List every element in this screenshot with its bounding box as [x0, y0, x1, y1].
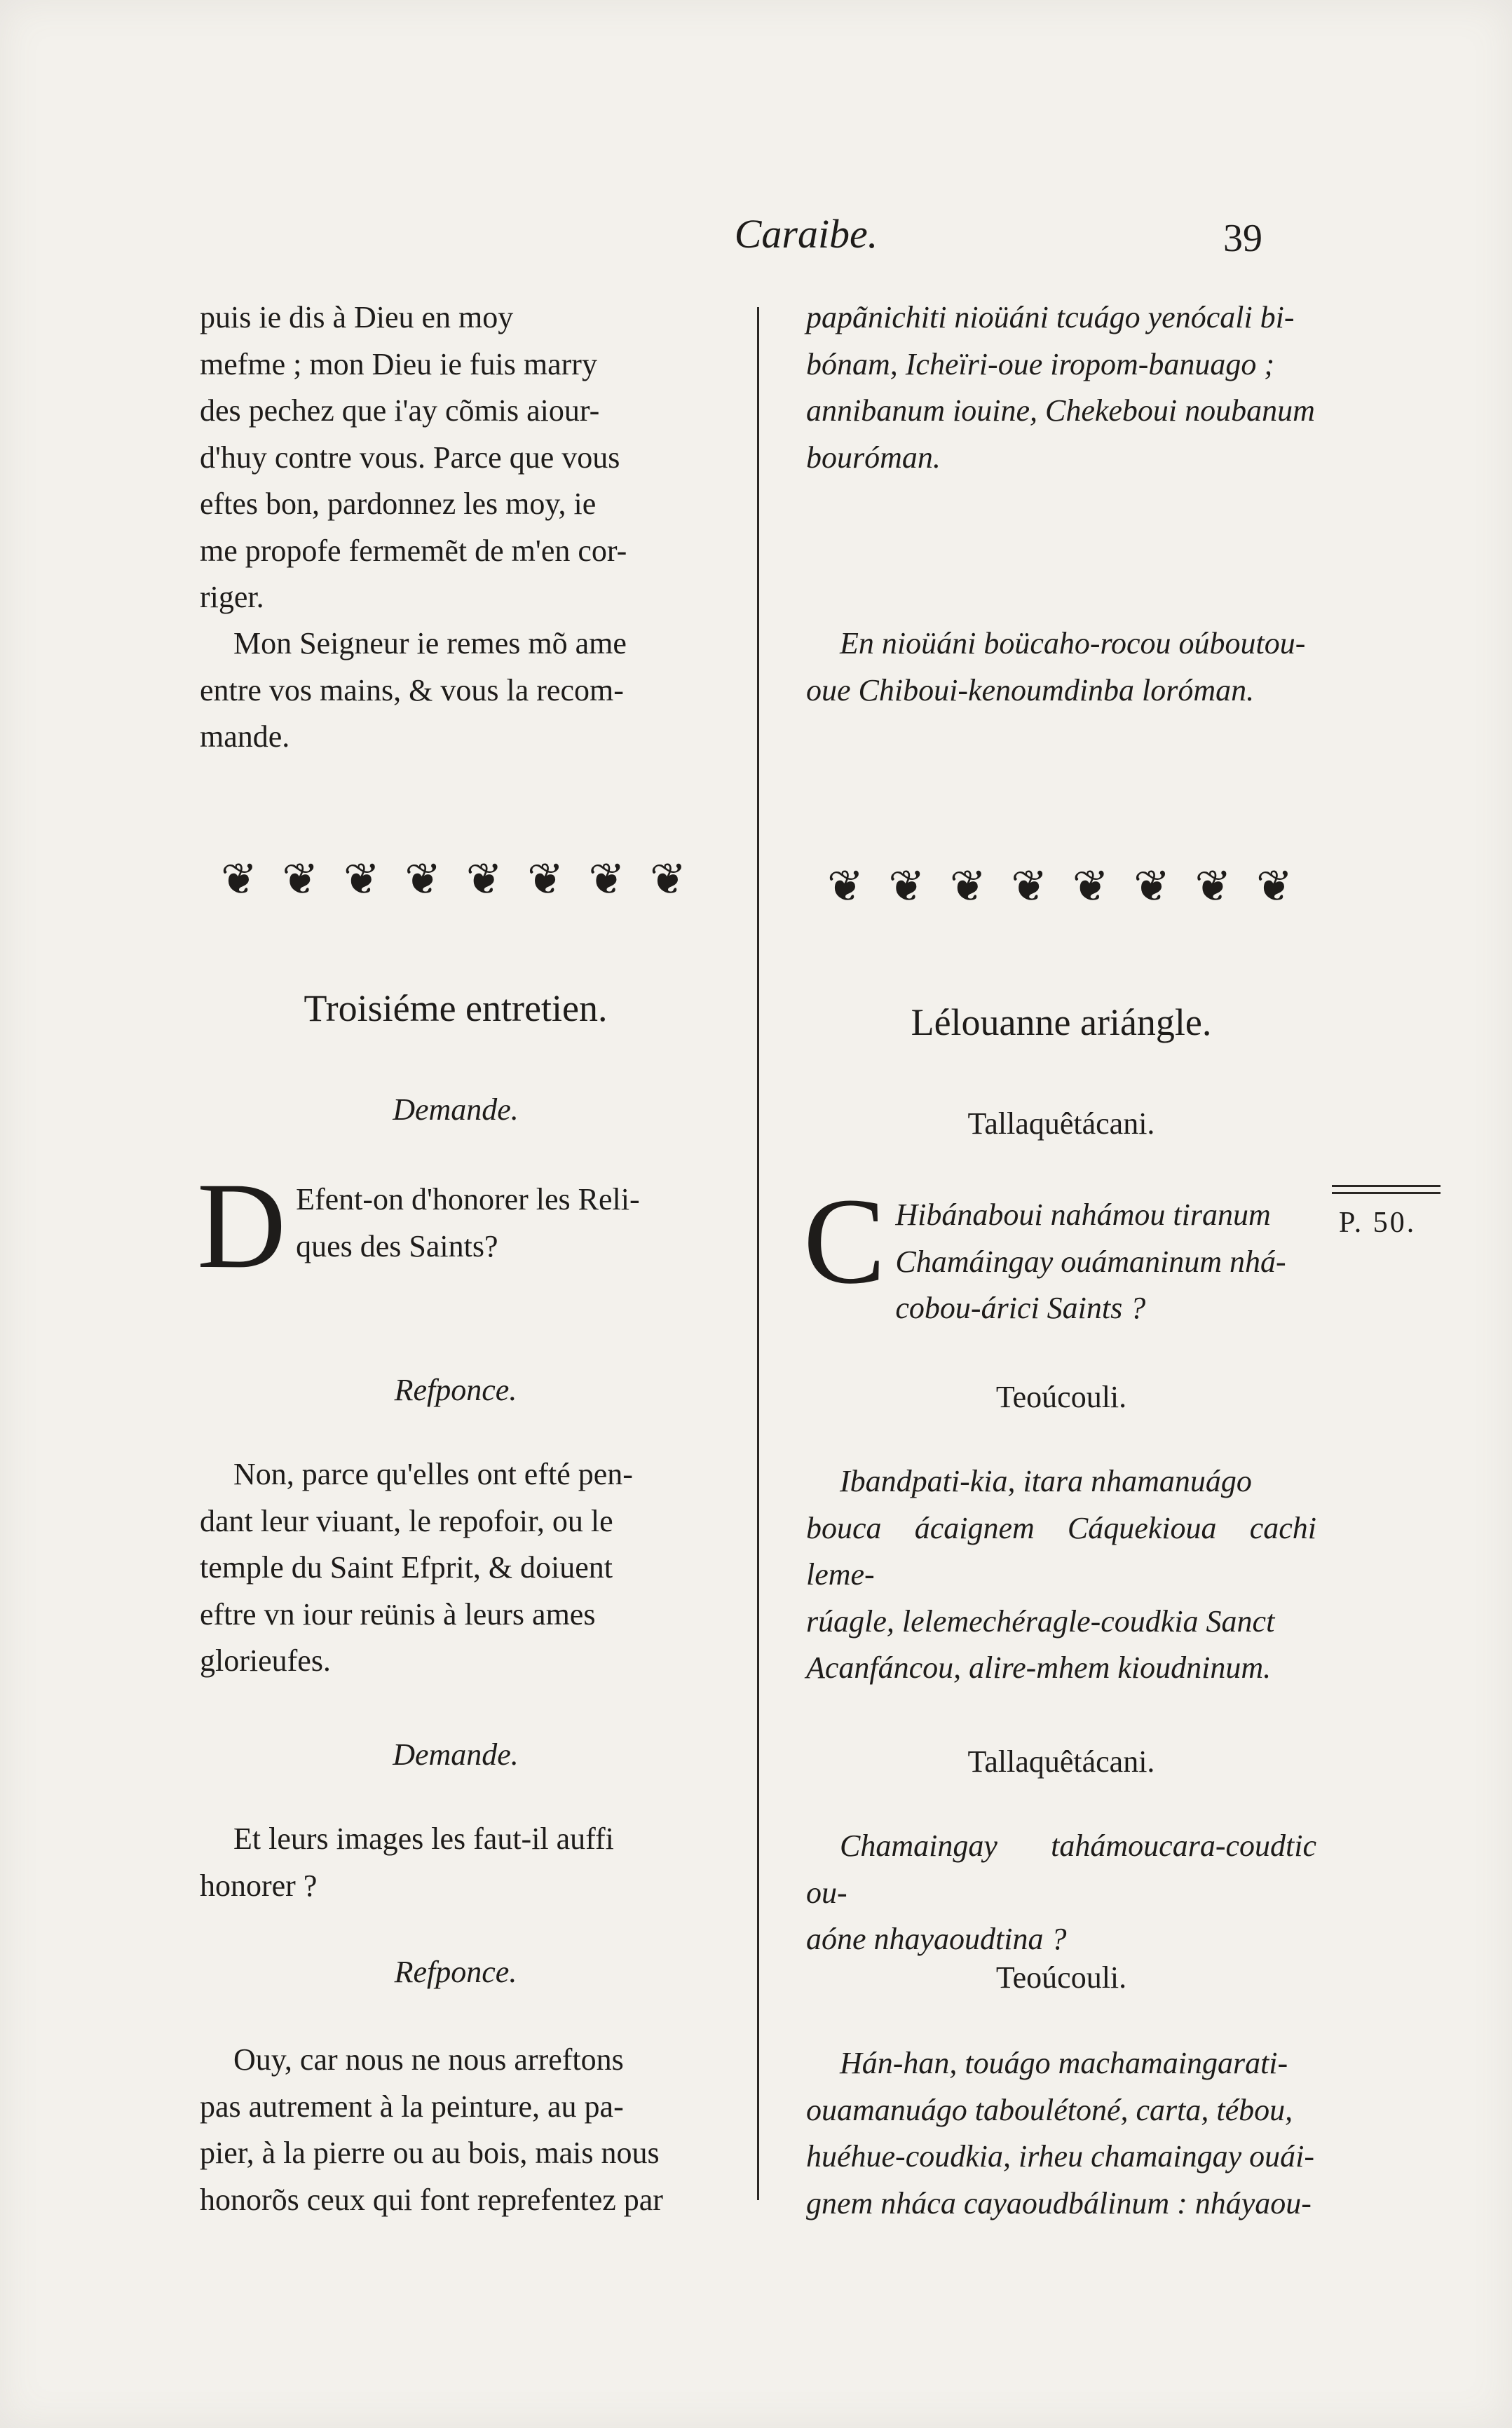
text-line: Acanfáncou, alire-mhem kioudninum.: [806, 1650, 1272, 1685]
text-line: mefme ; mon Dieu ie fuis marry: [200, 346, 597, 381]
response-label: Refponce.: [394, 1955, 517, 1989]
question-paragraph: [200, 1816, 711, 1909]
text-line: des pechez que i'ay cõmis aiour-: [200, 393, 600, 428]
fleuron-icon: ❦: [588, 855, 622, 904]
margin-rule: [1332, 1192, 1441, 1194]
text-line: Et leurs images les faut-il auffi: [233, 1822, 614, 1856]
text-line: eftre vn iour reünis à leurs ames: [200, 1596, 596, 1632]
text-line: entre vos mains, & vous la recom-: [200, 672, 624, 707]
text-line: pier, à la pierre ou au bois, mais nous: [200, 2136, 660, 2170]
text-line: bouca ácaignem Cáquekioua cachi leme-: [806, 1510, 1316, 1592]
response-paragraph: [200, 1451, 711, 1685]
margin-rule: [1332, 1185, 1441, 1187]
question-paragraph: [803, 1173, 1316, 1332]
text-line: eftes bon, pardonnez les moy, ie: [200, 487, 597, 521]
text-line: Efent-on d'honorer les Reli-: [296, 1182, 640, 1216]
question-label: Demande.: [393, 1092, 519, 1127]
text-line: pas autrement à la peinture, au pa-: [200, 2089, 624, 2124]
section-heading: Lélouanne ariángle.: [911, 1001, 1212, 1043]
text-line: Non, parce qu'elles ont efté pen-: [233, 1457, 633, 1491]
running-title: Caraibe.: [734, 211, 878, 257]
fleuron-icon: ❦: [1133, 862, 1168, 911]
fleuron-icon: ❦: [1194, 862, 1229, 911]
text-line: bouróman.: [806, 440, 941, 475]
text-line: ques des Saints?: [296, 1228, 498, 1263]
drop-cap: C: [803, 1173, 886, 1310]
text-line: huéhue-coudkia, irheu chamaingay ouái-: [806, 2139, 1315, 2173]
text-line: gnem nháca cayaoudbálinum : nháyaou-: [806, 2185, 1312, 2220]
right-opening-paragraph: [806, 294, 1316, 481]
question-paragraph: [806, 1823, 1316, 1963]
text-line: ouamanuágo taboulétoné, carta, tébou,: [806, 2092, 1293, 2127]
fleuron-icon: ❦: [343, 855, 377, 904]
fleuron-icon: ❦: [282, 855, 316, 904]
text-line: oue Chiboui-kenoumdinba loróman.: [806, 672, 1255, 707]
left-second-paragraph: [200, 620, 711, 761]
fleuron-icon: ❦: [888, 862, 922, 911]
text-line: Ouy, car nous ne nous arreftons: [233, 2042, 624, 2077]
text-line: me propofe fermemẽt de m'en cor-: [200, 533, 627, 568]
response-label: Teoúcouli.: [995, 1380, 1127, 1414]
text-line: En nioüáni boücaho-rocou oúboutou-: [840, 626, 1306, 660]
text-line: riger.: [200, 580, 264, 614]
text-line: annibanum iouine, Chekeboui noubanum: [806, 393, 1315, 428]
text-line: rúagle, lelemechéragle-coudkia Sanct: [806, 1603, 1275, 1639]
text-line: mande.: [200, 719, 290, 754]
text-line: Hibánaboui nahámou tiranum: [895, 1198, 1271, 1232]
text-line: bónam, Icheïri-oue iropom-banuago ;: [806, 346, 1275, 381]
fleuron-icon: ❦: [465, 855, 500, 904]
text-line: d'huy contre vous. Parce que vous: [200, 440, 620, 475]
fleuron-icon: ❦: [1255, 862, 1290, 911]
left-opening-paragraph: [200, 294, 711, 621]
fleuron-icon: ❦: [1011, 862, 1045, 911]
text-line: papãnichiti nioüáni tcuágo yenócali bi-: [806, 300, 1295, 334]
response-paragraph: [806, 2040, 1316, 2227]
text-line: cobou-árici Saints ?: [895, 1291, 1146, 1325]
text-line: Chamaingay tahámoucara-coudtic ou-: [806, 1829, 1316, 1910]
ornament-band: [221, 855, 683, 904]
fleuron-icon: ❦: [649, 855, 683, 904]
fleuron-icon: ❦: [827, 862, 861, 911]
text-line: honorer ?: [200, 1868, 318, 1903]
margin-note: P. 50.: [1339, 1207, 1417, 1239]
text-line: Ibandpati-kia, itara nhamanuágo: [840, 1464, 1252, 1498]
text-line: Hán-han, touágo machamaingarati-: [840, 2046, 1288, 2080]
response-paragraph: [200, 2037, 711, 2223]
fleuron-icon: ❦: [1072, 862, 1106, 911]
text-line: Chamáingay ouámaninum nhá-: [895, 1244, 1286, 1279]
response-label: Refponce.: [394, 1373, 517, 1407]
right-second-paragraph: [806, 620, 1316, 714]
response-label: Teoúcouli.: [995, 1960, 1127, 1995]
ornament-band: [827, 862, 1290, 911]
question-paragraph: [197, 1158, 711, 1294]
fleuron-icon: ❦: [949, 862, 983, 911]
drop-cap: D: [197, 1158, 287, 1294]
text-line: temple du Saint Efprit, & doiuent: [200, 1550, 613, 1585]
text-line: aóne nhayaoudtina ?: [806, 1922, 1067, 1956]
column-divider: [757, 307, 759, 2200]
text-line: Mon Seigneur ie remes mõ ame: [233, 626, 627, 660]
response-paragraph: [806, 1458, 1316, 1692]
text-line: honorõs ceux qui font reprefentez par: [200, 2182, 663, 2217]
section-heading: Troisiéme entretien.: [304, 987, 608, 1029]
question-label: Demande.: [393, 1737, 519, 1772]
question-label: Tallaquêtácani.: [967, 1106, 1155, 1141]
fleuron-icon: ❦: [527, 855, 561, 904]
text-line: puis ie dis à Dieu en moy: [200, 300, 514, 334]
text-line: glorieufes.: [200, 1643, 331, 1678]
fleuron-icon: ❦: [404, 855, 439, 904]
text-line: dant leur viuant, le repofoir, ou le: [200, 1503, 613, 1538]
question-label: Tallaquêtácani.: [967, 1744, 1155, 1779]
page-number: 39: [1223, 217, 1262, 260]
fleuron-icon: ❦: [221, 855, 254, 904]
